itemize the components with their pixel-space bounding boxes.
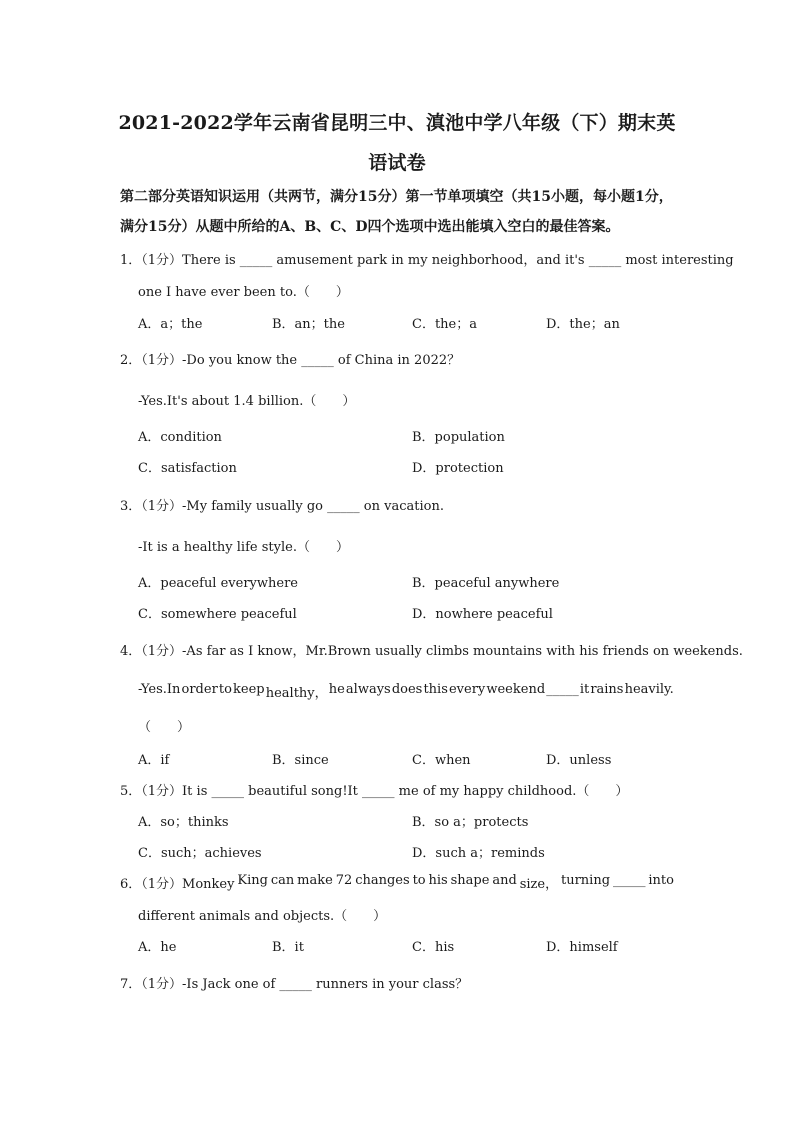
question-1-stem: 1．（1分）There is _____ amusement park in my neighborhood，and it's _____ most interesting <box>120 253 734 268</box>
exam-title-line1: 2021-2022学年云南省昆明三中、滇池中学八年级（下）期末英 <box>118 112 676 134</box>
question-5-option-c[interactable]: C．such；achieves <box>138 846 262 861</box>
section-instructions-line1: 第二部分英语知识运用（共两节，满分15分）第一节单项填空（共15小题，每小题1分， <box>120 189 673 205</box>
question-6-stem <box>120 873 674 892</box>
word: his <box>428 873 448 888</box>
question-1-stem-cont: one I have ever been to.（ ） <box>138 285 349 300</box>
word: healthy， <box>265 686 328 701</box>
question-4-option-d[interactable]: D．unless <box>546 753 612 768</box>
question-5-option-d[interactable]: D．such a；reminds <box>412 846 545 861</box>
question-6-option-a[interactable]: A．he <box>138 940 177 955</box>
word: order <box>181 682 218 697</box>
question-1-option-a[interactable]: A．a；the <box>138 317 203 332</box>
question-7-stem: 7．（1分）-Is Jack one of _____ runners in your class？ <box>120 977 469 992</box>
question-3-option-d[interactable]: D．nowhere peaceful <box>412 607 553 622</box>
question-2-option-a[interactable]: A．condition <box>138 430 222 445</box>
word: turning <box>561 873 611 888</box>
question-3-option-c[interactable]: C．somewhere peaceful <box>138 607 297 622</box>
question-4-option-a[interactable]: A．if <box>138 753 170 768</box>
word: -Yes.In <box>138 682 181 697</box>
word: weekend <box>486 682 546 697</box>
question-6-stem-cont: different animals and objects.（ ） <box>138 909 387 924</box>
section-instructions-line2: 满分15分）从题中所给的A、B、C、D四个选项中选出能填入空白的最佳答案。 <box>120 219 620 235</box>
word: he <box>328 682 345 697</box>
word: size， <box>519 877 559 892</box>
word: to <box>412 873 426 888</box>
word: can <box>270 873 295 888</box>
answer-blank: _____ <box>612 873 646 888</box>
word: and <box>492 873 517 888</box>
question-6-option-b[interactable]: B．it <box>272 940 304 955</box>
word: rains <box>590 682 624 697</box>
word: shape <box>450 873 490 888</box>
question-4-answer-parens: （ ） <box>138 720 191 735</box>
word: this <box>423 682 448 697</box>
question-4-stem: 4．（1分）-As far as I know，Mr.Brown usually climbs mountains with his friends on weekends. <box>120 644 743 659</box>
word: every <box>448 682 486 697</box>
question-4-option-c[interactable]: C．when <box>412 753 471 768</box>
question-5-option-b[interactable]: B．so a；protects <box>412 815 529 830</box>
question-6-option-d[interactable]: D．himself <box>546 940 618 955</box>
question-1-option-b[interactable]: B．an；the <box>272 317 345 332</box>
question-1-option-c[interactable]: C．the；a <box>412 317 477 332</box>
question-5-option-a[interactable]: A．so；thinks <box>138 815 229 830</box>
word: make <box>297 873 333 888</box>
word: keep <box>233 682 265 697</box>
question-3-option-b[interactable]: B．peaceful anywhere <box>412 576 560 591</box>
question-2-option-d[interactable]: D．protection <box>412 461 504 476</box>
word: changes <box>355 873 410 888</box>
word: to <box>218 682 232 697</box>
question-5-stem: 5．（1分）It is _____ beautiful song!It _____ me of my happy childhood.（ ） <box>120 784 629 799</box>
question-2-stem-cont: -Yes.It's about 1.4 billion.（ ） <box>138 394 356 409</box>
question-2-option-c[interactable]: C．satisfaction <box>138 461 237 476</box>
word: into <box>648 873 674 888</box>
answer-blank: _____ <box>546 682 579 697</box>
word: always <box>345 682 391 697</box>
question-2-stem: 2．（1分）-Do you know the _____ of China in 2022？ <box>120 353 461 368</box>
question-3-stem: 3．（1分）-My family usually go _____ on vacation. <box>120 499 444 514</box>
question-4-stem-cont <box>138 682 674 701</box>
word: 72 <box>335 873 353 888</box>
word: does <box>391 682 423 697</box>
question-6-option-c[interactable]: C．his <box>412 940 455 955</box>
question-3-stem-cont: -It is a healthy life style.（ ） <box>138 540 349 555</box>
question-2-option-b[interactable]: B．population <box>412 430 505 445</box>
question-4-option-b[interactable]: B．since <box>272 753 329 768</box>
question-3-option-a[interactable]: A．peaceful everywhere <box>138 576 298 591</box>
word: 6．（1分）Monkey <box>120 877 235 892</box>
exam-title-line2: 语试卷 <box>368 152 426 174</box>
word: heavily. <box>624 682 674 697</box>
question-1-option-d[interactable]: D．the；an <box>546 317 620 332</box>
word: King <box>237 873 268 888</box>
word: it <box>579 682 590 697</box>
